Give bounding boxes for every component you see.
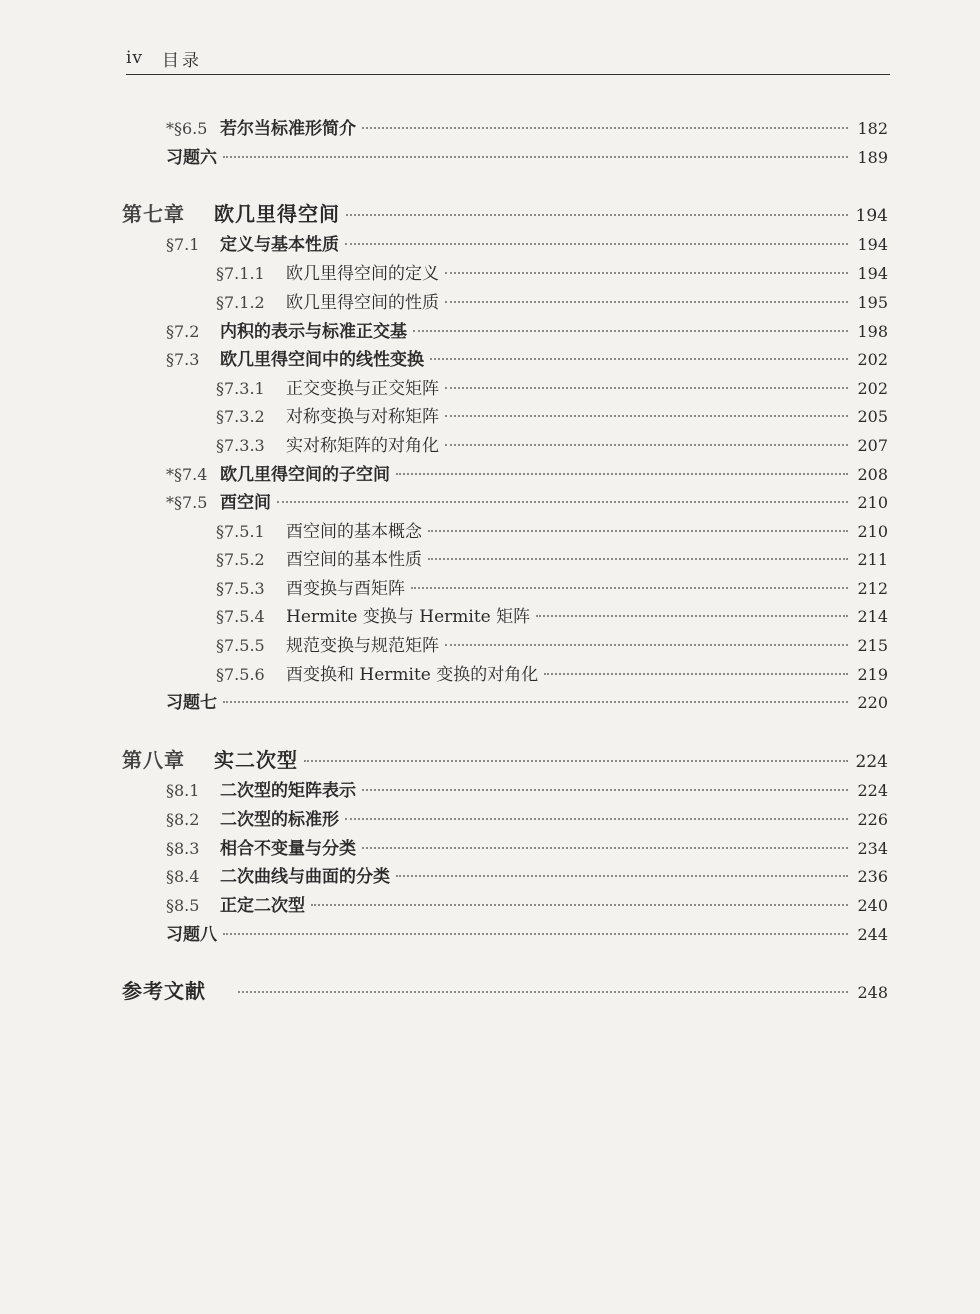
toc-entry xyxy=(166,862,888,890)
toc-entry-title: 二次型的标准形 xyxy=(220,810,339,830)
toc-entry-number: §7.3.1 xyxy=(216,379,265,398)
toc-entry-page: 234 xyxy=(857,839,888,858)
toc-entry xyxy=(216,288,888,316)
toc-entry xyxy=(216,660,888,688)
toc-entry-title: 欧几里得空间的性质 xyxy=(286,293,439,313)
toc-entry-page: 214 xyxy=(857,607,888,626)
toc-entry-number: §8.3 xyxy=(166,839,200,858)
toc-entry-number: §7.1 xyxy=(166,235,200,254)
toc-entry-title: 参考文献 xyxy=(122,979,206,1003)
dot-leader xyxy=(428,530,848,532)
toc-entry xyxy=(166,891,888,919)
toc-entry-title: Hermite 变换与 Hermite 矩阵 xyxy=(286,607,531,627)
toc-entry-number: §7.3 xyxy=(166,350,200,369)
dot-leader xyxy=(445,444,848,446)
toc-entry-title: 正交变换与正交矩阵 xyxy=(286,379,439,399)
toc-entry-title: 酉变换和 Hermite 变换的对角化 xyxy=(286,665,539,685)
toc-entry xyxy=(166,345,888,373)
toc-entry-page: 202 xyxy=(857,350,888,369)
toc-entry-page: 210 xyxy=(857,522,888,541)
toc-entry xyxy=(122,198,888,226)
toc-entry xyxy=(166,920,888,948)
dot-leader xyxy=(445,644,848,646)
toc-entry-page: 248 xyxy=(857,983,888,1002)
dot-leader xyxy=(238,991,848,993)
toc-entry-title: 内积的表示与标准正交基 xyxy=(220,322,407,342)
toc-entry-page: 224 xyxy=(857,781,888,800)
toc-entry-title: 实二次型 xyxy=(214,748,298,772)
toc-entry xyxy=(216,574,888,602)
toc-entry-title: 习题八 xyxy=(166,925,217,945)
toc-entry-page: 205 xyxy=(857,407,888,426)
toc-entry-number: §7.3.2 xyxy=(216,407,265,426)
dot-leader xyxy=(536,615,848,617)
toc-entry-title: 实对称矩阵的对角化 xyxy=(286,436,439,456)
toc-entry-page: 220 xyxy=(857,693,888,712)
toc-entry-number: §8.2 xyxy=(166,810,200,829)
dot-leader xyxy=(544,673,848,675)
toc-entry-title: 酉变换与酉矩阵 xyxy=(286,579,405,599)
toc-entry-page: 226 xyxy=(857,810,888,829)
toc-entry-number: §7.1.1 xyxy=(216,264,265,283)
toc-entry xyxy=(166,143,888,171)
toc-entry-title: 欧几里得空间 xyxy=(214,202,340,226)
toc-entry-page: 207 xyxy=(857,436,888,455)
toc-entry xyxy=(216,631,888,659)
toc-entry xyxy=(216,374,888,402)
toc-entry-title: 二次曲线与曲面的分类 xyxy=(220,867,390,887)
dot-leader xyxy=(445,301,848,303)
toc-entry-number: 第七章 xyxy=(122,202,185,226)
running-header xyxy=(126,40,890,75)
toc-entry xyxy=(166,114,888,142)
toc-entry-title: 相合不变量与分类 xyxy=(220,839,356,859)
toc-entry-number: §7.5.2 xyxy=(216,550,265,569)
toc-entry-page: 215 xyxy=(857,636,888,655)
toc-entry xyxy=(166,834,888,862)
toc-entry xyxy=(216,431,888,459)
dot-leader xyxy=(345,243,848,245)
toc-entry xyxy=(166,805,888,833)
toc-entry xyxy=(122,744,888,772)
header-title: 目录 xyxy=(162,51,202,71)
toc-entry-title: 欧几里得空间的子空间 xyxy=(220,465,390,485)
toc-entry xyxy=(166,317,888,345)
dot-leader xyxy=(304,760,848,762)
toc-entry-page: 240 xyxy=(857,896,888,915)
toc-entry-page: 244 xyxy=(857,925,888,944)
toc-entry-number: *§6.5 xyxy=(166,119,208,138)
toc-entry-number: §7.2 xyxy=(166,322,200,341)
toc-entry xyxy=(216,259,888,287)
toc-entry xyxy=(166,688,888,716)
toc-entry xyxy=(216,517,888,545)
dot-leader xyxy=(223,156,848,158)
toc-entry-number: §8.1 xyxy=(166,781,200,800)
toc-entry-title: 习题七 xyxy=(166,693,217,713)
toc-entry-page: 194 xyxy=(857,264,888,283)
toc-entry xyxy=(166,460,888,488)
toc-entry-page: 210 xyxy=(857,493,888,512)
toc-entry-number: §7.3.3 xyxy=(216,436,265,455)
toc-entry-page: 182 xyxy=(857,119,888,138)
toc-entry-number: 第八章 xyxy=(122,748,185,772)
dot-leader xyxy=(445,272,848,274)
toc-entry-page: 236 xyxy=(857,867,888,886)
dot-leader xyxy=(223,933,848,935)
toc-entry-number: §8.4 xyxy=(166,867,200,886)
toc-entry-page: 195 xyxy=(857,293,888,312)
toc-entry-number: *§7.4 xyxy=(166,465,208,484)
toc-entry-page: 212 xyxy=(857,579,888,598)
toc-entry-number: §7.5.5 xyxy=(216,636,265,655)
dot-leader xyxy=(445,387,848,389)
toc-entry-title: 酉空间的基本性质 xyxy=(286,550,422,570)
toc-entry-page: 211 xyxy=(857,550,888,569)
toc-entry-page: 194 xyxy=(857,235,888,254)
toc-entry-title: 对称变换与对称矩阵 xyxy=(286,407,439,427)
dot-leader xyxy=(413,330,848,332)
toc-entry-number: *§7.5 xyxy=(166,493,208,512)
dot-leader xyxy=(396,875,848,877)
toc-entry xyxy=(166,230,888,258)
toc-entry xyxy=(216,602,888,630)
toc-entry-title: 酉空间的基本概念 xyxy=(286,522,422,542)
dot-leader xyxy=(445,415,848,417)
toc-entry-title: 若尔当标准形简介 xyxy=(220,119,356,139)
dot-leader xyxy=(345,818,848,820)
toc-entry-title: 习题六 xyxy=(166,148,217,168)
toc-entry xyxy=(122,975,888,1003)
toc-entry-page: 194 xyxy=(855,206,888,226)
toc-entry-number: §7.5.4 xyxy=(216,607,265,626)
toc-entry-number: §7.5.3 xyxy=(216,579,265,598)
toc-entry-page: 208 xyxy=(857,465,888,484)
toc-entry-title: 欧几里得空间的定义 xyxy=(286,264,439,284)
toc-entry-number: §7.5.1 xyxy=(216,522,265,541)
toc-entry-number: §7.5.6 xyxy=(216,665,265,684)
toc-entry-title: 规范变换与规范矩阵 xyxy=(286,636,439,656)
dot-leader xyxy=(223,701,848,703)
toc-entry xyxy=(216,402,888,430)
toc-entry-title: 定义与基本性质 xyxy=(220,235,339,255)
toc-entry xyxy=(166,776,888,804)
dot-leader xyxy=(362,789,848,791)
toc-entry-title: 酉空间 xyxy=(220,493,271,513)
dot-leader xyxy=(428,558,848,560)
toc-entry-title: 正定二次型 xyxy=(220,896,305,916)
dot-leader xyxy=(362,847,848,849)
toc-entry-title: 二次型的矩阵表示 xyxy=(220,781,356,801)
dot-leader xyxy=(311,904,848,906)
toc-entry-page: 219 xyxy=(857,665,888,684)
toc-entry-number: §8.5 xyxy=(166,896,200,915)
dot-leader xyxy=(362,127,848,129)
dot-leader xyxy=(411,587,848,589)
page-number: iv xyxy=(126,48,144,68)
dot-leader xyxy=(430,358,848,360)
dot-leader xyxy=(396,473,848,475)
toc-entry-page: 189 xyxy=(857,148,888,167)
dot-leader xyxy=(346,214,848,216)
toc-entry-title: 欧几里得空间中的线性变换 xyxy=(220,350,424,370)
toc-entry-number: §7.1.2 xyxy=(216,293,265,312)
toc-entry xyxy=(166,488,888,516)
toc-entry-page: 224 xyxy=(855,752,888,772)
toc-entry-page: 202 xyxy=(857,379,888,398)
toc-entry xyxy=(216,545,888,573)
toc-entry-page: 198 xyxy=(857,322,888,341)
dot-leader xyxy=(277,501,848,503)
